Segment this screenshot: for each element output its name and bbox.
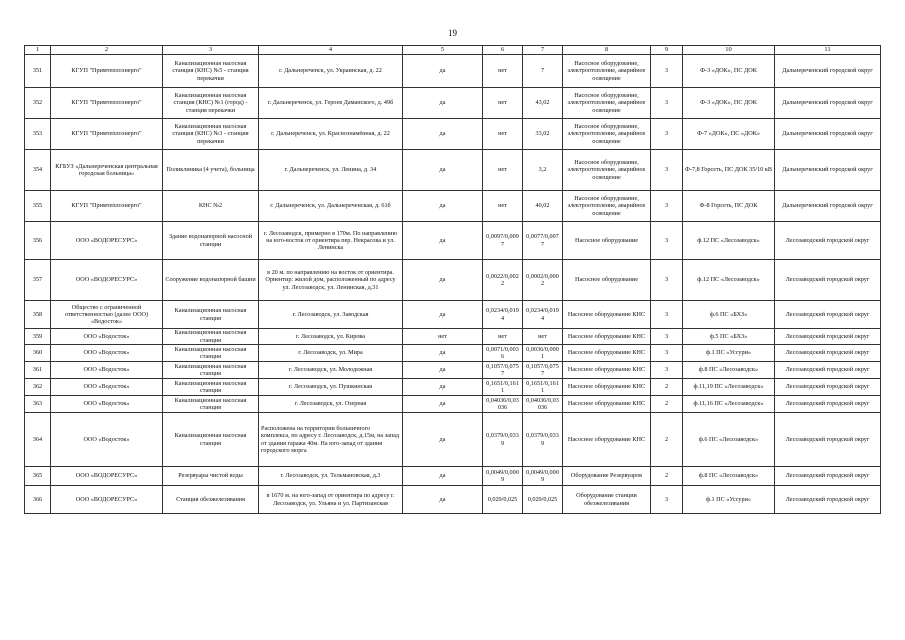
feeder-cell: Ф-8 Горсеть, ПС ДОК bbox=[683, 191, 775, 222]
col7-cell: 0,0036/0,0001 bbox=[523, 345, 563, 362]
col6-cell: 0,1651/0,1611 bbox=[483, 379, 523, 396]
table-row bbox=[25, 486, 881, 514]
category-cell: 3 bbox=[651, 301, 683, 329]
equipment-cell: Насосное оборудование, электроотопление, аварийное освещение bbox=[563, 119, 651, 150]
owner-cell: КГУП "Примтеплоэнерго" bbox=[51, 55, 163, 88]
row-number: 358 bbox=[25, 301, 51, 329]
equipment-cell: Насосное оборудование КНС bbox=[563, 396, 651, 413]
col7-cell: 0,04036/0,03036 bbox=[523, 396, 563, 413]
col7-cell: 40,02 bbox=[523, 191, 563, 222]
object-cell: КНС №2 bbox=[163, 191, 259, 222]
col5-cell: да bbox=[403, 379, 483, 396]
object-cell: Канализационная насосная станция bbox=[163, 396, 259, 413]
owner-cell: КГУП "Примтеплоэнерго" bbox=[51, 88, 163, 119]
equipment-cell: Насосное оборудование, электроотопление, аварийное освещение bbox=[563, 191, 651, 222]
address-cell: Расположена на территории больничного комплекса, по адресу г. Лесозаводск, д.15м, на запад от здания гаража 40м. На юго-запад от здания городского морга bbox=[259, 413, 403, 467]
table-row bbox=[25, 119, 881, 150]
table-row bbox=[25, 301, 881, 329]
feeder-cell: ф.12 ПС «Лесозаводск» bbox=[683, 222, 775, 260]
col7-cell: 0,0077/0,0077 bbox=[523, 222, 563, 260]
column-header: 3 bbox=[163, 46, 259, 55]
address-cell: г. Лесозаводск, ул. Кирова bbox=[259, 329, 403, 345]
col6-cell: нет bbox=[483, 119, 523, 150]
col5-cell: да bbox=[403, 467, 483, 486]
district-cell: Лесозаводский городской округ bbox=[775, 222, 881, 260]
category-cell: 3 bbox=[651, 222, 683, 260]
col7-cell: 0,0002/0,0002 bbox=[523, 260, 563, 301]
row-number: 360 bbox=[25, 345, 51, 362]
category-cell: 3 bbox=[651, 150, 683, 191]
feeder-cell: ф.6 ПС «Лесозаводск» bbox=[683, 413, 775, 467]
owner-cell: КГУП "Примтеплоэнерго" bbox=[51, 191, 163, 222]
equipment-cell: Насосное оборудование, электроотопление, аварийное освещение bbox=[563, 88, 651, 119]
owner-cell: ООО «ВОДОРЕСУРС» bbox=[51, 486, 163, 514]
table-row bbox=[25, 150, 881, 191]
address-cell: г. Дальнереченск, ул. Героев Даманского, д. 49б bbox=[259, 88, 403, 119]
district-cell: Лесозаводский городской округ bbox=[775, 486, 881, 514]
table-row bbox=[25, 345, 881, 362]
feeder-cell: Ф-3 «ДОК», ПС ДОК bbox=[683, 88, 775, 119]
col7-cell: 3,2 bbox=[523, 150, 563, 191]
column-header: 2 bbox=[51, 46, 163, 55]
district-cell: Лесозаводский городской округ bbox=[775, 362, 881, 379]
category-cell: 3 bbox=[651, 260, 683, 301]
district-cell: Лесозаводский городской округ bbox=[775, 413, 881, 467]
category-cell: 2 bbox=[651, 467, 683, 486]
col6-cell: нет bbox=[483, 191, 523, 222]
col6-cell: 0,0234/0,0194 bbox=[483, 301, 523, 329]
category-cell: 3 bbox=[651, 55, 683, 88]
column-header: 1 bbox=[25, 46, 51, 55]
col7-cell: 7 bbox=[523, 55, 563, 88]
address-cell: в 20 м. по направлению на восток от ориентира. Ориентир: жилой дом, расположенный по адресу ул. Лесозаводск, ул. Ленинская, д.31 bbox=[259, 260, 403, 301]
object-cell: Канализационная насосная станция (КНС) №3 - станция перекачки bbox=[163, 119, 259, 150]
col7-cell: 0,0049/0,0009 bbox=[523, 467, 563, 486]
address-cell: г. Дальнереченск, ул. Краснознамённая, д. 22 bbox=[259, 119, 403, 150]
category-cell: 2 bbox=[651, 379, 683, 396]
owner-cell: Общество с ограниченной ответственностью (далее ООО) «Водосток» bbox=[51, 301, 163, 329]
col6-cell: 0,1057/0,0757 bbox=[483, 362, 523, 379]
address-cell: г. Лесозаводск, ул. Мира bbox=[259, 345, 403, 362]
col6-cell: нет bbox=[483, 55, 523, 88]
row-number: 365 bbox=[25, 467, 51, 486]
column-header: 8 bbox=[563, 46, 651, 55]
col7-cell: 0,0379/0,0339 bbox=[523, 413, 563, 467]
owner-cell: ООО «ВОДОРЕСУРС» bbox=[51, 467, 163, 486]
owner-cell: ООО «Водосток» bbox=[51, 396, 163, 413]
feeder-cell: Ф-7 «ДОК», ПС «ДОК» bbox=[683, 119, 775, 150]
table-row bbox=[25, 191, 881, 222]
table-row bbox=[25, 379, 881, 396]
col7-cell: 0,1057/0,0757 bbox=[523, 362, 563, 379]
feeder-cell: ф.5 ПС «БХЗ» bbox=[683, 329, 775, 345]
col6-cell: нет bbox=[483, 88, 523, 119]
col5-cell: да bbox=[403, 260, 483, 301]
district-cell: Лесозаводский городской округ bbox=[775, 260, 881, 301]
row-number: 366 bbox=[25, 486, 51, 514]
object-cell: Поликлиника (4 учета), больница bbox=[163, 150, 259, 191]
owner-cell: ООО «Водосток» bbox=[51, 329, 163, 345]
feeder-cell: ф.11,19 ПС «Лесозаводск» bbox=[683, 379, 775, 396]
col6-cell: 0,04036/0,03036 bbox=[483, 396, 523, 413]
col7-cell: нет bbox=[523, 329, 563, 345]
col5-cell: да bbox=[403, 88, 483, 119]
object-cell: Канализационная насосная станция (КНС) №1 (город) - станция перекачки bbox=[163, 88, 259, 119]
col7-cell: 0,029/0,025 bbox=[523, 486, 563, 514]
owner-cell: КГБУЗ «Дальнереченская центральная городская больница» bbox=[51, 150, 163, 191]
owner-cell: ООО «ВОДОРЕСУРС» bbox=[51, 222, 163, 260]
table-row bbox=[25, 222, 881, 260]
owner-cell: ООО «Водосток» bbox=[51, 362, 163, 379]
object-cell: Канализационная насосная станция bbox=[163, 362, 259, 379]
row-number: 354 bbox=[25, 150, 51, 191]
district-cell: Дальнереченский городской округ bbox=[775, 150, 881, 191]
district-cell: Лесозаводский городской округ bbox=[775, 329, 881, 345]
column-header: 10 bbox=[683, 46, 775, 55]
col5-cell: да bbox=[403, 486, 483, 514]
feeder-cell: Ф-3 «ДОК», ПС ДОК bbox=[683, 55, 775, 88]
district-cell: Дальнереченский городской округ bbox=[775, 191, 881, 222]
col6-cell: 0,0097/0,0097 bbox=[483, 222, 523, 260]
header-row bbox=[25, 46, 881, 55]
feeder-cell: ф.1 ПС «Уссури» bbox=[683, 486, 775, 514]
equipment-cell: Насосное оборудование КНС bbox=[563, 301, 651, 329]
row-number: 362 bbox=[25, 379, 51, 396]
equipment-cell: Насосное оборудование КНС bbox=[563, 329, 651, 345]
equipment-cell: Насосное оборудование КНС bbox=[563, 345, 651, 362]
object-cell: Канализационная насосная станция bbox=[163, 329, 259, 345]
object-cell: Здание водонапорной насосной станции bbox=[163, 222, 259, 260]
row-number: 363 bbox=[25, 396, 51, 413]
category-cell: 2 bbox=[651, 396, 683, 413]
feeder-cell: ф.12 ПС «Лесозаводск» bbox=[683, 260, 775, 301]
address-cell: г. Лесозаводск, ул. Молодежная bbox=[259, 362, 403, 379]
category-cell: 3 bbox=[651, 191, 683, 222]
address-cell: г. Дальнереченск, ул. Дальнереченская, д. 61б bbox=[259, 191, 403, 222]
col6-cell: нет bbox=[483, 150, 523, 191]
object-cell: Резервуары чистой воды bbox=[163, 467, 259, 486]
feeder-cell: ф.11,16 ПС «Лесозаводск» bbox=[683, 396, 775, 413]
object-cell: Станция обезжелезивания bbox=[163, 486, 259, 514]
equipment-cell: Оборудование Резервуаров bbox=[563, 467, 651, 486]
col7-cell: 0,1651/0,1611 bbox=[523, 379, 563, 396]
col6-cell: 0,0022/0,0022 bbox=[483, 260, 523, 301]
table-row bbox=[25, 362, 881, 379]
table-row bbox=[25, 55, 881, 88]
table-row bbox=[25, 260, 881, 301]
column-header: 4 bbox=[259, 46, 403, 55]
table-row bbox=[25, 88, 881, 119]
owner-cell: ООО «Водосток» bbox=[51, 413, 163, 467]
table-row bbox=[25, 396, 881, 413]
row-number: 357 bbox=[25, 260, 51, 301]
address-cell: г. Лесозаводск, ул. Пушкинская bbox=[259, 379, 403, 396]
register-table bbox=[24, 45, 881, 514]
col6-cell: 0,0049/0,0009 bbox=[483, 467, 523, 486]
object-cell: Канализационная насосная станция bbox=[163, 413, 259, 467]
col5-cell: да bbox=[403, 396, 483, 413]
district-cell: Лесозаводский городской округ bbox=[775, 467, 881, 486]
col5-cell: да bbox=[403, 222, 483, 260]
col6-cell: нет bbox=[483, 329, 523, 345]
equipment-cell: Насосное оборудование bbox=[563, 222, 651, 260]
address-cell: г. Лесозаводск, ул. Тельмановская, д.3 bbox=[259, 467, 403, 486]
row-number: 359 bbox=[25, 329, 51, 345]
column-header: 11 bbox=[775, 46, 881, 55]
feeder-cell: ф.1 ПС «Уссури» bbox=[683, 345, 775, 362]
row-number: 364 bbox=[25, 413, 51, 467]
category-cell: 3 bbox=[651, 362, 683, 379]
row-number: 361 bbox=[25, 362, 51, 379]
object-cell: Канализационная насосная станция bbox=[163, 301, 259, 329]
table-row bbox=[25, 467, 881, 486]
category-cell: 3 bbox=[651, 88, 683, 119]
col6-cell: 0,0071/0,0036 bbox=[483, 345, 523, 362]
col5-cell: да bbox=[403, 191, 483, 222]
col6-cell: 0,029/0,025 bbox=[483, 486, 523, 514]
col7-cell: 43,02 bbox=[523, 88, 563, 119]
equipment-cell: Насосное оборудование, электроотопление, аварийное освещение bbox=[563, 150, 651, 191]
col5-cell: да bbox=[403, 55, 483, 88]
col5-cell: да bbox=[403, 345, 483, 362]
equipment-cell: Насосное оборудование КНС bbox=[563, 413, 651, 467]
district-cell: Дальнереченский городской округ bbox=[775, 119, 881, 150]
row-number: 355 bbox=[25, 191, 51, 222]
column-header: 6 bbox=[483, 46, 523, 55]
district-cell: Дальнереченский городской округ bbox=[775, 55, 881, 88]
category-cell: 3 bbox=[651, 345, 683, 362]
district-cell: Лесозаводский городской округ bbox=[775, 396, 881, 413]
district-cell: Лесозаводский городской округ bbox=[775, 301, 881, 329]
feeder-cell: Ф-7,8 Горсеть, ПС ДОК 35/10 кВ bbox=[683, 150, 775, 191]
address-cell: г. Лесозаводск, примерно в 170м. По направлению на юго-восток от ориентира пер. Некрасова и ул. Ленинска bbox=[259, 222, 403, 260]
row-number: 356 bbox=[25, 222, 51, 260]
column-header: 9 bbox=[651, 46, 683, 55]
feeder-cell: ф.8 ПС «Лесозаводск» bbox=[683, 467, 775, 486]
category-cell: 3 bbox=[651, 486, 683, 514]
address-cell: г. Дальнереченск, ул. Ленина, д. 34 bbox=[259, 150, 403, 191]
address-cell: г. Лесозаводск, ул. Озерная bbox=[259, 396, 403, 413]
col5-cell: да bbox=[403, 150, 483, 191]
col5-cell: да bbox=[403, 362, 483, 379]
feeder-cell: ф.6 ПС «БХЗ» bbox=[683, 301, 775, 329]
category-cell: 3 bbox=[651, 329, 683, 345]
category-cell: 3 bbox=[651, 119, 683, 150]
address-cell: в 1670 м. на юго-запад от ориентира по адресу г. Лесозаводск, ул. Ульяна и ул. Партизанская bbox=[259, 486, 403, 514]
col6-cell: 0,0379/0,0339 bbox=[483, 413, 523, 467]
page-number: 19 bbox=[448, 28, 457, 38]
category-cell: 2 bbox=[651, 413, 683, 467]
equipment-cell: Насосное оборудование КНС bbox=[563, 362, 651, 379]
column-header: 5 bbox=[403, 46, 483, 55]
address-cell: г. Лесозаводск, ул. Заводская bbox=[259, 301, 403, 329]
row-number: 352 bbox=[25, 88, 51, 119]
object-cell: Канализационная насосная станция bbox=[163, 345, 259, 362]
table-row bbox=[25, 413, 881, 467]
equipment-cell: Оборудование станции обезжелезивания bbox=[563, 486, 651, 514]
owner-cell: ООО «ВОДОРЕСУРС» bbox=[51, 260, 163, 301]
district-cell: Лесозаводский городской округ bbox=[775, 379, 881, 396]
object-cell: Канализационная насосная станция bbox=[163, 379, 259, 396]
feeder-cell: ф.8 ПС «Лесозаводск» bbox=[683, 362, 775, 379]
equipment-cell: Насосное оборудование КНС bbox=[563, 379, 651, 396]
table-row bbox=[25, 329, 881, 345]
owner-cell: ООО «Водосток» bbox=[51, 379, 163, 396]
col5-cell: да bbox=[403, 301, 483, 329]
column-header: 7 bbox=[523, 46, 563, 55]
object-cell: Канализационная насосная станция (КНС) №5 - станция перекачки bbox=[163, 55, 259, 88]
owner-cell: КГУП "Примтеплоэнерго" bbox=[51, 119, 163, 150]
col5-cell: да bbox=[403, 413, 483, 467]
equipment-cell: Насосное оборудование, электроотопление, аварийное освещение bbox=[563, 55, 651, 88]
col5-cell: да bbox=[403, 119, 483, 150]
district-cell: Дальнереченский городской округ bbox=[775, 88, 881, 119]
equipment-cell: Насосное оборудование bbox=[563, 260, 651, 301]
owner-cell: ООО «Водосток» bbox=[51, 345, 163, 362]
col7-cell: 0,0234/0,0194 bbox=[523, 301, 563, 329]
object-cell: Сооружение водонапорной башни bbox=[163, 260, 259, 301]
address-cell: г. Дальнереченск, ул. Украинская, д. 22 bbox=[259, 55, 403, 88]
row-number: 351 bbox=[25, 55, 51, 88]
row-number: 353 bbox=[25, 119, 51, 150]
col7-cell: 33,02 bbox=[523, 119, 563, 150]
col5-cell: нет bbox=[403, 329, 483, 345]
district-cell: Лесозаводский городской округ bbox=[775, 345, 881, 362]
